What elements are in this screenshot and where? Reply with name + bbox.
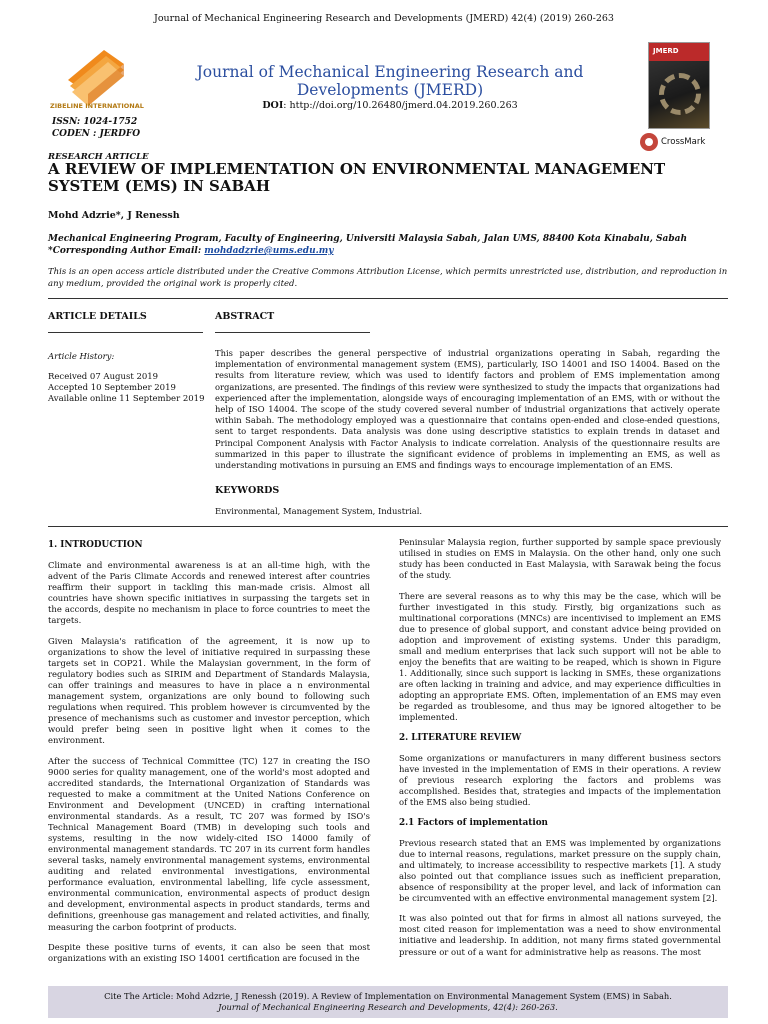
body-left-column [48,540,370,974]
article-details-heading: ARTICLE DETAILS [48,311,147,322]
paragraph: Despite these positive turns of events, it can also be seen that most organizations with an existing ISO 14001 certification are focused in the [48,942,370,964]
affiliation: Mechanical Engineering Program, Faculty of Engineering, Universiti Malaysia Sabah, Jalan UMS, 88400 Kota Kinabalu, Sabah [48,234,687,244]
authors: Mohd Adzrie*, J Renessh [48,210,180,221]
corresponding-author: *Corresponding Author Email: mohdadzrie@ums.edu.my [48,246,334,256]
author-email-link[interactable]: mohdadzrie@ums.edu.my [204,246,334,256]
history-label: Article History: [48,352,115,362]
online-date: Available online 11 September 2019 [48,394,205,404]
paragraph: Climate and environmental awareness is at an all-time high, with the advent of the Paris Climate Accords and renewed interest after countries reaffirm their support in tackling this man-made crisis. Almost all countries have shown specific initiatives in surpassing the targets set in the accords, despite no mechanism in place to force countries to meet the targets. [48,560,370,626]
doi [190,100,590,111]
paragraph: Some organizations or manufacturers in many different business sectors have invested in the implementation of EMS in their operations. A review of previous research exploring the factors and problems was accomplished. Besides that, strategies and impacts of the implementation of the EMS also being studied. [399,752,721,807]
paper-title: A REVIEW OF IMPLEMENTATION ON ENVIRONMENTAL MANAGEMENT SYSTEM (EMS) IN SABAH [48,160,666,195]
factors-heading: 2.1 Factors of implementation [399,817,548,828]
received-date: Received 07 August 2019 [48,372,159,382]
cite-text: Cite The Article: Mohd Adzrie, J Renessh (2019). A Review of Implementation on Environmental Management System (EMS) in Sabah. [104,991,672,1001]
running-head: Journal of Mechanical Engineering Research and Developments (JMERD) 42(4) (2019) 260-263 [154,13,614,24]
divider [215,332,370,333]
doi-link[interactable]: : http://doi.org/10.26480/jmerd.04.2019.260.263 [283,100,518,111]
abstract-text: This paper describes the general perspective of industrial organizations operating in Sabah, regarding the implementation of environmental management system (EMS), particularly, ISO 14001 and ISO 14004. Based on the results from literature review, which was used to identify factors and problem of EMS implementation among organizations, are presented. The findings of this review were synthesized to study the impacts that organizations had experienced after the implementation, alongside ways of encouraging implementation of an EMS, with or without the help of ISO 14004. The scope of the study covered several number of industrial organizations that actively operate within Sabah. The methodology employed was a questionnaire that contains open-ended and close-ended questions, sent to target respondents. Data analysis was done using descriptive statistics to explain trends in dataset and Principal Component Analysis with Factor Analysis to indicate correlation. Analysis of the questionnaire results are summarized in this paper to illustrate the significant evidence of problems in implementing an EMS, as well as understanding motivations in pursuing an EMS and findings ways to encourage implementation of an EMS. [215,348,720,471]
affiliation-block [48,233,728,257]
paragraph: Previous research stated that an EMS was implemented by organizations due to internal reasons, regulations, market pressure on the supply chain, and ultimately, to increase accessibility to respective markets [1]. A study also pointed out that compliance issues such as inefficient preparation, absence of responsibility at the proper level, and lack of information can be circumvented with an effective environmental management system [2]. [399,837,721,903]
divider [48,298,728,299]
paragraph: After the success of Technical Committee (TC) 127 in creating the ISO 9000 series for quality management, one of the world's most adopted and accredited standards, the International Organization of Standards was requested to make a commitment at the United Nations Conference on Environment and Development (UNCED) in crafting international environmental standards. As a result, TC 207 was formed by ISO's Technical Management Board (TMB) in developing such tools and systems, resulting in the now widely-cited ISO 14000 family of environmental management standards. TC 207 in its current form handles several tasks, namely environmental management systems, environmental auditing and related environmental investigations, environmental performance evaluation, environmental labelling, life cycle assessment, environmental communication, environmental aspects of product design and development, environmental aspects in product standards, terms and definitions, greenhouse gas management and related activities, and finally, measuring the carbon footprint of products. [48,755,370,932]
license-note: This is an open access article distributed under the Creative Commons Attribution License, which permits unrestricted use, distribution, and reproduction in any medium, provided the original work is properly cited. [48,267,728,289]
issn-block [52,116,140,140]
accepted-date: Accepted 10 September 2019 [48,383,176,393]
gear-icon [659,73,701,115]
citation-footer [48,986,728,1018]
body-right-column [399,537,721,967]
paragraph: There are several reasons as to why this may be the case, which will be further investigated in this study. Firstly, big organizations such as multinational corporations (MNCs) are incentivised to implement an EMS due to presence of global support, and constant advice being provided on adoption and improvement of existing systems. Under this paradigm, small and medium enterprises that lack such support will not be able to enjoy the benefits that are waiting to be reaped, which is shown in Figure 1. Additionally, since such support is lacking in SMEs, these organizations are often lacking in training and advice, and may experience difficulties in adopting an appropriate EMS. Often, implementation of an EMS may even be regarded as troublesome, and thus may be ignored altogether to be implemented. [399,590,721,723]
coden: CODEN : JERDFO [52,129,141,139]
publisher-logo [48,42,144,118]
journal-title: Journal of Mechanical Engineering Research and Developments (JMERD) [196,63,584,99]
publisher-name: ZIBELINE INTERNATIONAL [50,102,144,110]
keywords-text: Environmental, Management System, Industrial. [215,506,423,516]
crossmark-badge[interactable] [640,133,705,151]
crossmark-icon [640,133,658,151]
introduction-heading: 1. INTRODUCTION [48,540,143,550]
issn: ISSN: 1024-1752 [52,117,138,127]
divider [48,332,203,333]
paragraph: It was also pointed out that for firms in almost all nations surveyed, the most cited reason for implementation was a need to show environmental initiative and leadership. In addition, not many firms stated governmental pressure or out of a want for administrative help as reasons. The most [399,913,721,957]
journal-cover-image [648,42,710,129]
crossmark-label: CrossMark [661,137,706,147]
divider [48,526,728,527]
cover-title: JMERD [653,47,679,55]
keywords-heading: KEYWORDS [215,485,280,496]
paragraph: Peninsular Malaysia region, further supported by sample space previously utilised in studies on EMS in Malaysia. On the other hand, only one such study has been conducted in East Malaysia, with Sarawak being the focus of the study. [399,537,721,581]
abstract-heading: ABSTRACT [215,311,275,322]
literature-review-heading: 2. LITERATURE REVIEW [399,732,522,743]
article-type: RESEARCH ARTICLE [48,152,149,162]
paragraph: Given Malaysia's ratification of the agreement, it is now up to organizations to show the level of initiative required in surpassing these targets set in COP21. While the Malaysian government, in the form of regulatory bodies such as SIRIM and Department of Standards Malaysia, can offer trainings and measures to have in place a n environmental management system, organizations are only bound to following such regulations when required. This problem however is circumvented by the presence of mechanisms such as customer and investor perception, which would prefer being seen in positive light when it comes to the environment. [48,635,370,746]
cite-journal: Journal of Mechanical Engineering Research and Developments, 42(4): 260-263. [218,1002,558,1012]
doi-label: DOI [262,100,284,111]
article-history [48,372,208,405]
